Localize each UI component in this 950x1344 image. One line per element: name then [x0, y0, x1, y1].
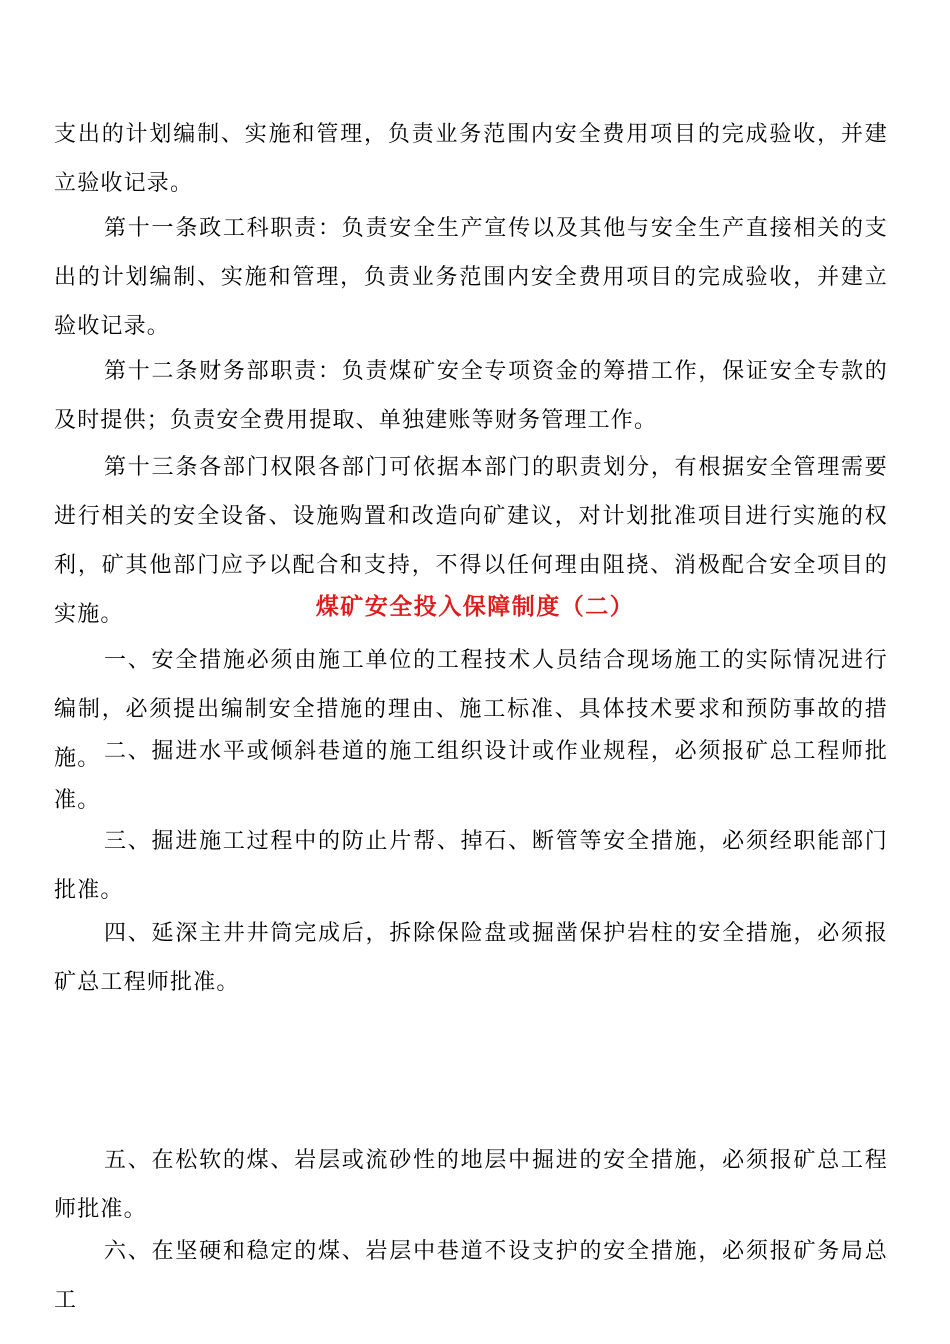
paragraph-item-4: 四、延深主井井筒完成后，拆除保险盘或掘凿保护岩柱的安全措施，必须报矿总工程师批准。 — [54, 921, 888, 995]
paragraph-article-12: 第十二条财务部职责：负责煤矿安全专项资金的筹措工作，保证安全专款的及时提供；负责安全费用提取、单独建账等财务管理工作。 — [54, 359, 888, 433]
paragraph-item-6: 六、在坚硬和稳定的煤、岩层中巷道不设支护的安全措施，必须报矿务局总工 — [54, 1239, 888, 1313]
paragraph-item-1: 一、安全措施必须由施工单位的工程技术人员结合现场施工的实际情况进行编制，必须提出编制安全措施的理由、施工标准、具体技术要求和预防事故的措施。 — [54, 648, 888, 771]
paragraph-article-13: 第十三条各部门权限各部门可依据本部门的职责划分，有根据安全管理需要进行相关的安全设备、设施购置和改造向矿建议，对计划批准项目进行实施的权利，矿其他部门应予以配合和支持，不得以任何理由阻挠、消极配合安全项目的实施。 — [54, 455, 888, 627]
section-title: 煤矿安全投入保障制度（二） — [315, 593, 635, 620]
paragraph-item-5: 五、在松软的煤、岩层或流砂性的地层中掘进的安全措施，必须报矿总工程师批准。 — [54, 1148, 888, 1222]
paragraph-continuation: 支出的计划编制、实施和管理，负责业务范围内安全费用项目的完成验收，并建立验收记录。 — [54, 122, 888, 196]
paragraph-item-3: 三、掘进施工过程中的防止片帮、掉石、断管等安全措施，必须经职能部门批准。 — [54, 829, 888, 903]
paragraph-article-11: 第十一条政工科职责：负责安全生产宣传以及其他与安全生产直接相关的支出的计划编制、实施和管理，负责业务范围内安全费用项目的完成验收，并建立验收记录。 — [54, 216, 888, 339]
paragraph-item-2: 二、掘进水平或倾斜巷道的施工组织设计或作业规程，必须报矿总工程师批准。 — [54, 739, 888, 813]
